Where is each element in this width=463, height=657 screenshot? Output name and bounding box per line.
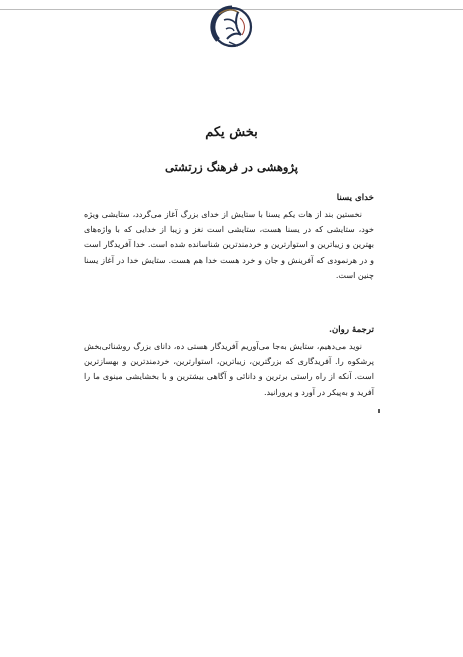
calligraphy-logo-icon: [210, 4, 254, 50]
chapter-subtitle: پژوهشی در فرهنگ زرتشتی: [165, 160, 298, 174]
section-heading-translation: ترجمهٔ روان.: [328, 325, 374, 335]
paragraph-yasna-intro: [84, 207, 374, 283]
section-heading-yasna-god: خدای یسنا: [336, 193, 374, 203]
paragraph-translation: [84, 339, 374, 400]
paragraph-text: نخستین بند از هات یکم یسنا با ستایش از خدای بزرگ آغاز می‌گردد، ستایشی ویژه خود، ستایشی که در یسنا هست، ستایشی است نغز و زیبا از خدایی که با واژه‌های بهترین و زیباترین و استوارترین و خردمندترین شناسانده شده است. خدا آفریدگار است و در هرنمودی که آفرینش و جان و خرد هست خدا هم هست. ستایش خدا در آغاز یسنا چنین است.: [84, 209, 374, 280]
paragraph-text: نوید می‌دهیم، ستایش به‌جا می‌آوریم آفریدگار هستی ده، دانای بزرگ روشنائی‌بخش پرشکوه را. آفریدگاری که بزرگترین، زیباترین، استوارترین، خردمندترین و بهسازترین است. آنکه از راه راستی برترین و دانائی و آگاهی بیشترین و با بخشایشی مینوی ما را آفرید و به‌پیکر در آورد و پرورانید.: [84, 341, 374, 397]
part-title: بخش یکم: [205, 125, 258, 140]
margin-mark: [378, 409, 380, 413]
